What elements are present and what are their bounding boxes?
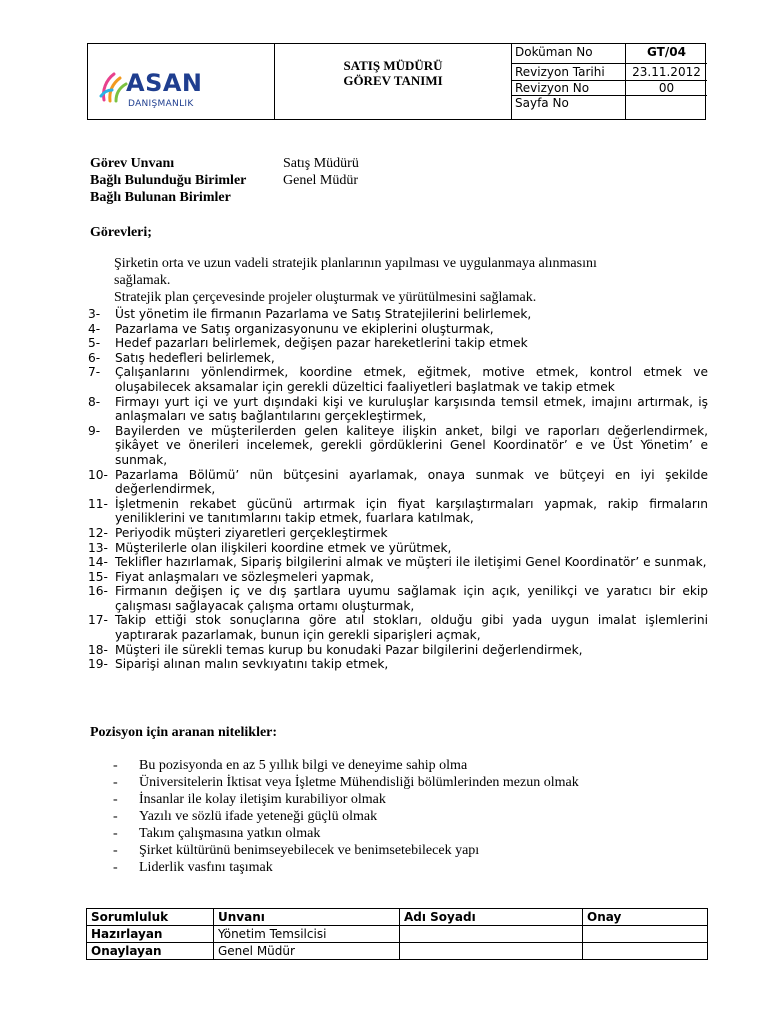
item-text: Bayilerden ve müşterilerden gelen kaliteye ilişkin anket, bilgi ve raporları değerlendirmek, şikâyet ve önerileri incelemek, gerekli gördüklerini Genel Koordinatör’ e ve Üst Yönetim’ e sunmak, (115, 423, 708, 467)
list-item (88, 643, 708, 658)
reports-to-value: Genel Müdür (283, 173, 359, 188)
item-number: 4- (88, 321, 101, 336)
table-cell (400, 943, 583, 960)
table-cell: Yönetim Temsilcisi (214, 926, 400, 943)
item-number: 14- (88, 555, 108, 570)
list-item: - Takım çalışmasına yatkın olmak (113, 826, 321, 841)
list-item: - Bu pozisyonda en az 5 yıllık bilgi ve deneyime sahip olma (113, 758, 468, 773)
meta-value: GT/04 (647, 45, 686, 59)
logo-cell (88, 44, 275, 119)
item-text: İşletmenin rekabet gücünü artırmak için fiyat karşılaştırmaları yapmak, rakip firmaların yeniliklerini ve tanıtımlarını takip etmek, fuarlara katılmak, (115, 496, 708, 526)
table-header-row (87, 909, 708, 926)
table-cell (400, 926, 583, 943)
meta-value: 00 (658, 81, 675, 95)
item-text: Müşteri ile sürekli temas kurup bu konudaki Pazar bilgilerini değerlendirmek, (115, 642, 583, 657)
item-number: 16- (88, 584, 108, 599)
table-header-cell: Adı Soyadı (400, 909, 583, 926)
table-cell (583, 926, 708, 943)
table-header-cell: Sorumluluk (87, 909, 214, 926)
item-text: Fiyat anlaşmaları ve sözleşmeleri yapmak, (115, 569, 374, 584)
list-item (88, 526, 708, 541)
document-header (87, 43, 706, 120)
list-item (88, 541, 708, 556)
item-text: Bu pozisyonda en az 5 yıllık bilgi ve deneyime sahip olma (139, 758, 468, 773)
duty-intro-line: Stratejik plan çerçevesinde projeler oluşturmak ve yürütülmesini sağlamak. (114, 290, 537, 305)
document-meta-table (511, 44, 707, 119)
title-cell (275, 44, 511, 119)
list-item: - Şirket kültürünü benimseyebilecek ve benimsetebilecek yapı (113, 843, 480, 858)
item-number: 18- (88, 642, 108, 657)
list-item (88, 570, 708, 585)
table-cell: Genel Müdür (214, 943, 400, 960)
item-number: 6- (88, 350, 101, 365)
meta-row-revision-date (512, 64, 707, 80)
logo-brand: ASAN (126, 69, 203, 97)
item-number: 7- (88, 365, 101, 380)
list-item (88, 365, 708, 394)
duty-intro-line: Şirketin orta ve uzun vadeli stratejik planlarının yapılması ve uygulanmaya alınmasını (114, 256, 597, 271)
list-item: - İnsanlar ile kolay iletişim kurabiliyor olmak (113, 792, 386, 807)
list-item (88, 468, 708, 497)
item-text: Periyodik müşteri ziyaretleri gerçekleştirmek (115, 525, 388, 540)
item-text: Firmayı yurt içi ve yurt dışındaki kişi ve kuruluşlar karşısında temsil etmek, imajını artırmak, iş anlaşmaları ve satış bağlantılarını gerçekleştirmek, (115, 394, 708, 424)
meta-row-page-no (512, 95, 707, 111)
item-number: 17- (88, 613, 108, 628)
item-text: Siparişi alınan malın sevkıyatını takip etmek, (115, 657, 389, 672)
table-cell: Hazırlayan (87, 926, 214, 943)
list-item (88, 424, 708, 468)
meta-label: Revizyon Tarihi (515, 65, 605, 79)
table-header-cell: Onay (583, 909, 708, 926)
item-text: İnsanlar ile kolay iletişim kurabiliyor olmak (139, 792, 386, 807)
subordinates-label: Bağlı Bulunan Birimler (90, 190, 231, 205)
meta-label: Revizyon No (515, 81, 590, 95)
table-header-cell: Unvanı (214, 909, 400, 926)
item-text: Takım çalışmasına yatkın olmak (139, 826, 321, 841)
meta-label: Sayfa No (515, 96, 569, 110)
duties-heading: Görevleri; (90, 225, 152, 240)
list-item (88, 497, 708, 526)
item-number: 12- (88, 525, 108, 540)
table-cell: Onaylayan (87, 943, 214, 960)
item-number: 5- (88, 336, 101, 351)
role-label: Görev Unvanı (90, 156, 175, 171)
list-item (88, 555, 708, 570)
approval-table (86, 908, 708, 960)
meta-row-doc-no (512, 44, 707, 60)
list-item (88, 322, 708, 337)
item-text: Takip ettiği stok sonuçlarına göre atıl stokları, olduğu gibi yada uygun imalat işlemlerini yaptırarak pazarlamak, bunun için gerekli siparişleri açmak, (115, 613, 708, 643)
list-item: - Üniversitelerin İktisat veya İşletme Mühendisliği bölümlerinden mezun olmak (113, 775, 579, 790)
list-item (88, 307, 708, 322)
item-number: 9- (88, 423, 101, 438)
duty-intro-line: sağlamak. (114, 273, 171, 288)
meta-row-revision-no (512, 80, 707, 96)
item-text: Pazarlama Bölümü’ nün bütçesini ayarlamak, onaya sunmak ve bütçeyi en iyi şekilde değerlendirmek, (115, 467, 708, 497)
item-number: 3- (88, 307, 101, 321)
table-cell (583, 943, 708, 960)
table-row (87, 943, 708, 960)
doc-title-line2: GÖREV TANIMI (343, 73, 443, 88)
list-item (88, 351, 708, 366)
item-text: Firmanın değişen iç ve dış şartlara uyumu sağlamak için açık, yenilikçi ve yaratıcı bir ekip çalışması sağlayacak çalışma ortamı oluşturmak, (115, 584, 708, 613)
item-text: Liderlik vasfını taşımak (139, 860, 273, 875)
item-text: Satış hedefleri belirlemek, (115, 350, 275, 365)
list-item (88, 584, 708, 613)
item-text: Teklifler hazırlamak, Sipariş bilgilerini almak ve müşteri ile iletişimi Genel Koordinatör’ e sunmak, (115, 555, 707, 570)
item-number: 10- (88, 467, 108, 482)
item-text: Çalışanlarını yönlendirmek, koordine etmek, eğitmek, motive etmek, kontrol etmek ve oluşabilecek aksamalar için gerekli düzeltici faaliyetleri başlatmak ve takip etmek (115, 365, 708, 394)
list-item (88, 336, 708, 351)
list-item (88, 657, 708, 672)
item-number: 13- (88, 540, 108, 555)
doc-title-line1: SATIŞ MÜDÜRÜ (343, 58, 443, 73)
list-item (88, 395, 708, 424)
reports-to-label: Bağlı Bulunduğu Birimler (90, 173, 247, 188)
item-text: Yazılı ve sözlü ifade yeteneği güçlü olmak (139, 809, 378, 824)
item-text: Müşterilerle olan ilişkileri koordine etmek ve yürütmek, (115, 540, 452, 555)
list-item: - Liderlik vasfını taşımak (113, 860, 273, 875)
list-item (88, 613, 708, 642)
duties-list (88, 307, 708, 672)
item-text: Hedef pazarları belirlemek, değişen pazar hareketlerini takip etmek (115, 336, 528, 351)
item-number: 11- (88, 496, 108, 511)
item-text: Üst yönetim ile firmanın Pazarlama ve Satış Stratejilerini belirlemek, (115, 307, 532, 321)
meta-label: Doküman No (515, 45, 593, 59)
item-text: Pazarlama ve Satış organizasyonunu ve ekiplerini oluşturmak, (115, 321, 494, 336)
qualifications-heading: Pozisyon için aranan nitelikler: (90, 725, 278, 740)
logo-subtitle: DANIŞMANLIK (128, 99, 194, 109)
list-item: - Yazılı ve sözlü ifade yeteneği güçlü olmak (113, 809, 378, 824)
item-number: 15- (88, 569, 108, 584)
item-text: Şirket kültürünü benimseyebilecek ve benimsetebilecek yapı (139, 843, 480, 858)
meta-value: 23.11.2012 (632, 65, 701, 79)
role-value: Satış Müdürü (283, 156, 359, 171)
item-number: 19- (88, 657, 108, 672)
table-row (87, 926, 708, 943)
item-text: Üniversitelerin İktisat veya İşletme Mühendisliği bölümlerinden mezun olmak (139, 775, 579, 790)
item-number: 8- (88, 394, 101, 409)
